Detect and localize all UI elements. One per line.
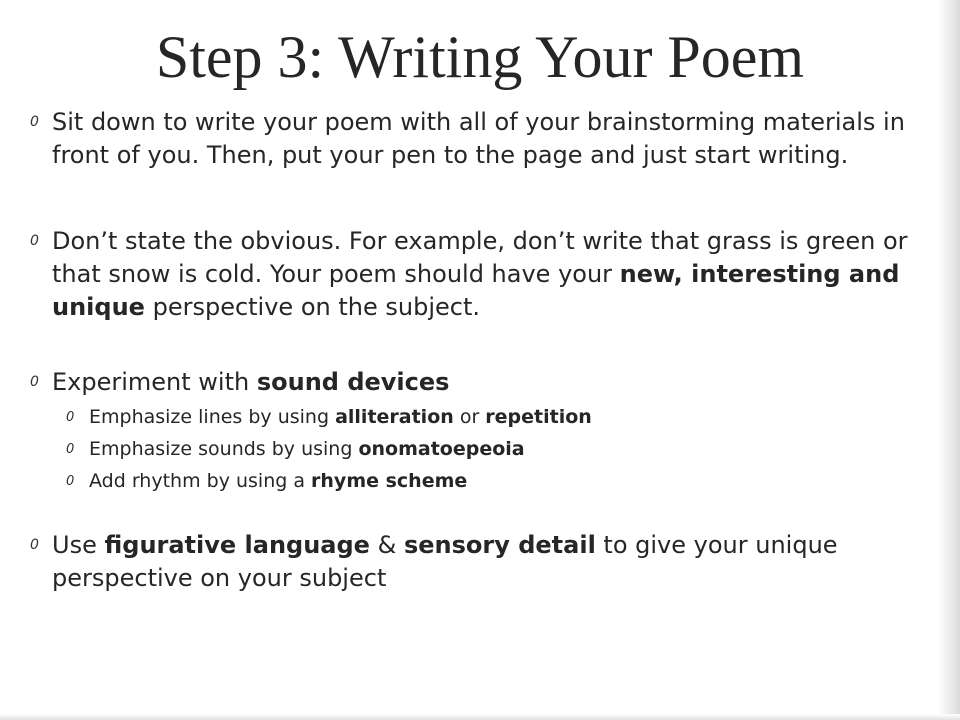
sub-bullet-list — [30, 403, 930, 496]
sub-bullet-1-emphasis-a: alliteration — [335, 406, 454, 428]
sub-bullet-1-joiner: or — [453, 406, 486, 428]
sub-bullet-marker: 0 — [66, 410, 75, 425]
bullet-1 — [30, 106, 930, 172]
bullet-4-joiner: & — [369, 531, 404, 559]
bullet-3-emphasis: sound devices — [256, 368, 450, 396]
sub-bullet-1 — [30, 403, 930, 432]
bullet-marker: 0 — [30, 537, 39, 553]
sub-bullet-2 — [30, 435, 930, 464]
slide-title: Step 3: Writing Your Poem — [155, 24, 805, 90]
slide-body — [30, 106, 930, 595]
bullet-4-text-end: to give your unique perspective on your subject — [52, 531, 838, 592]
bullet-3 — [30, 366, 930, 399]
bullet-4-emphasis-b: sensory detail — [403, 531, 596, 559]
bullet-2-text: Don’t state the obvious. For example, don’t write that grass is green or that snow is cold. Your poem should have your — [52, 227, 908, 288]
sub-bullet-marker: 0 — [66, 474, 75, 489]
sub-bullet-marker: 0 — [66, 442, 75, 457]
bullet-2-text-end: perspective on the subject. — [144, 293, 480, 321]
bullet-4-emphasis-a: figurative language — [104, 531, 370, 559]
sub-bullet-2-emphasis: onomatoepeoia — [358, 438, 525, 460]
bullet-4-text: Use — [52, 531, 105, 559]
bullet-marker: 0 — [30, 374, 39, 390]
bullet-marker: 0 — [30, 233, 39, 249]
sub-bullet-3 — [30, 467, 930, 496]
bullet-2 — [30, 225, 930, 324]
sub-bullet-1-emphasis-b: repetition — [485, 406, 592, 428]
slide-right-border — [938, 0, 960, 720]
sub-bullet-3-text: Add rhythm by using a — [89, 470, 312, 492]
bullet-4 — [30, 529, 930, 595]
slide-bottom-border — [0, 714, 960, 720]
sub-bullet-2-text: Emphasize sounds by using — [89, 438, 359, 460]
bullet-marker: 0 — [30, 114, 39, 130]
sub-bullet-3-emphasis: rhyme scheme — [311, 470, 468, 492]
sub-bullet-1-text: Emphasize lines by using — [89, 406, 336, 428]
bullet-1-text: Sit down to write your poem with all of your brainstorming materials in front of you. Then, put your pen to the page and just start writing. — [52, 108, 905, 169]
bullet-2-emphasis: new, interesting and unique — [52, 260, 900, 321]
bullet-3-text: Experiment with — [52, 368, 257, 396]
